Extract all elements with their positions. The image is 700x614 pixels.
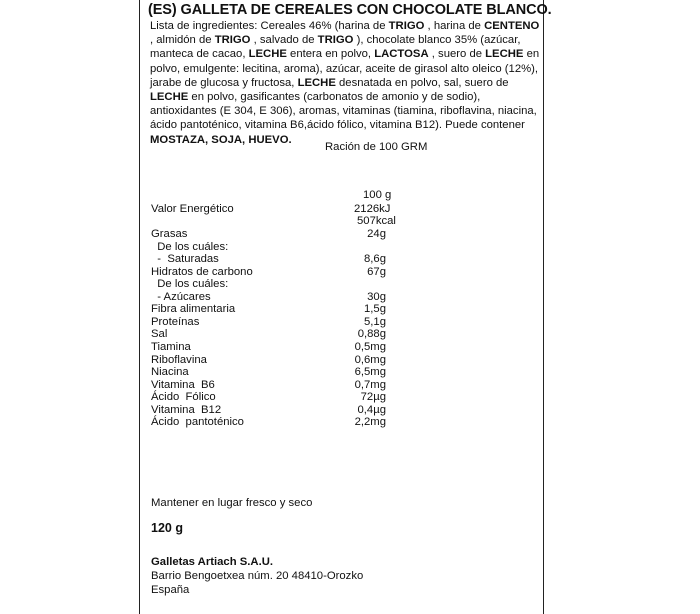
ingredients-list <box>150 19 545 147</box>
nutrition-row-value: 6,5mg <box>354 366 386 379</box>
nutrition-row-value: 72µg <box>360 391 386 404</box>
nutrition-row-value: 8,6g <box>364 253 386 266</box>
nutrition-row-value: 24g <box>367 228 386 240</box>
ingredient-text: desnatada en polvo, sal, suero de <box>335 76 509 89</box>
ingredient-text: , almidón de <box>150 34 215 47</box>
nutrition-row-label: - Saturadas <box>151 253 219 266</box>
company-country: España <box>151 584 190 596</box>
ingredient-text: , salvado de <box>250 34 318 47</box>
nutrition-row-label: Vitamina B6 <box>151 378 215 391</box>
ingredient-text: ), chocolate blanco 35% (azúcar, manteca de cacao, <box>150 34 521 61</box>
nutrition-row-label: Ácido pantoténico <box>151 416 244 429</box>
allergen-text: LACTOSA <box>374 48 429 61</box>
nutrition-row-label: Tiamina <box>151 340 191 353</box>
nutrition-row-value: 1,5g <box>364 303 386 316</box>
nutrition-row-label: Vitamina B12 <box>151 403 222 416</box>
nutrition-row-label: Grasas <box>151 228 188 240</box>
nutrition-row-label: De los cuáles: <box>151 278 229 291</box>
allergen-text: TRIGO <box>388 20 425 32</box>
company-name: Galletas Artiach S.A.U. <box>151 556 274 568</box>
energy-kj: 2126kJ <box>354 203 391 215</box>
nutrition-row-label: De los cuáles: <box>151 240 229 253</box>
allergen-text: CENTENO <box>484 20 540 32</box>
energy-label: Valor Energético <box>151 203 234 215</box>
nutrition-row-label: Proteínas <box>151 315 200 328</box>
nutrition-row-value: 5,1g <box>364 315 386 328</box>
nutrition-row-value: 0,7mg <box>354 378 386 391</box>
energy-kcal: 507kcal <box>357 215 396 227</box>
allergen-text: MOSTAZA, SOJA, HUEVO. <box>150 133 292 146</box>
nutrition-row-value: 2,2mg <box>354 416 386 429</box>
nutrition-row-label: Riboflavina <box>151 353 207 366</box>
nutrition-row-label: Ácido Fólico <box>151 391 216 404</box>
net-weight: 120 g <box>151 521 183 535</box>
allergen-text: TRIGO <box>317 34 354 47</box>
allergen-text: LECHE <box>150 91 189 104</box>
product-title: (ES) GALLETA DE CEREALES CON CHOCOLATE BLANCO. <box>148 2 552 18</box>
nutrition-row-label: Sal <box>151 328 168 341</box>
allergen-text: LECHE <box>297 76 336 89</box>
nutrition-row-value: 0,88g <box>357 328 386 341</box>
nutrition-row-value: 0,4µg <box>357 403 386 416</box>
nutrition-row-label: Hidratos de carbono <box>151 265 253 278</box>
serving-label: Ración de 100 GRM <box>325 141 428 153</box>
nutrition-row-label: Fibra alimentaria <box>151 303 236 316</box>
ingredient-text: , suero de <box>428 48 486 61</box>
company-address: Barrio Bengoetxea núm. 20 48410-Orozko <box>151 570 364 582</box>
nutrition-row-label: - Azúcares <box>151 290 211 303</box>
nutrition-row-value: 67g <box>367 265 386 278</box>
storage-text: Mantener en lugar fresco y seco <box>151 497 313 509</box>
allergen-text: LECHE <box>248 48 287 61</box>
nutrition-row-value: 0,5mg <box>354 340 386 353</box>
ingredient-text: Lista de ingredientes: Cereales 46% (harina de <box>150 20 389 32</box>
nutrition-row-value: 0,6mg <box>354 353 386 366</box>
nutrition-row-value: 30g <box>367 290 386 303</box>
nutrition-row-label: Niacina <box>151 366 189 379</box>
ingredient-text: en polvo, emulgente: lecitina, aroma), azúcar, aceite de girasol alto oleico (12%), jarabe de glucosa y fructosa, <box>150 48 540 89</box>
allergen-text: TRIGO <box>214 34 251 47</box>
ingredient-text: , harina de <box>424 20 485 32</box>
ingredient-text: en polvo, gasificantes (carbonatos de amonio y de sodio), antioxidantes (E 304, E 306), aromas, vitaminas (tiamina, riboflavina, niacina, ácido pantoténico, vitamina B6,ácido fólico, vitamina B12). Puede contener <box>150 91 537 132</box>
nutrition-header: 100 g <box>363 189 392 201</box>
allergen-text: LECHE <box>485 48 524 61</box>
ingredient-text: entera en polvo, <box>286 48 375 61</box>
